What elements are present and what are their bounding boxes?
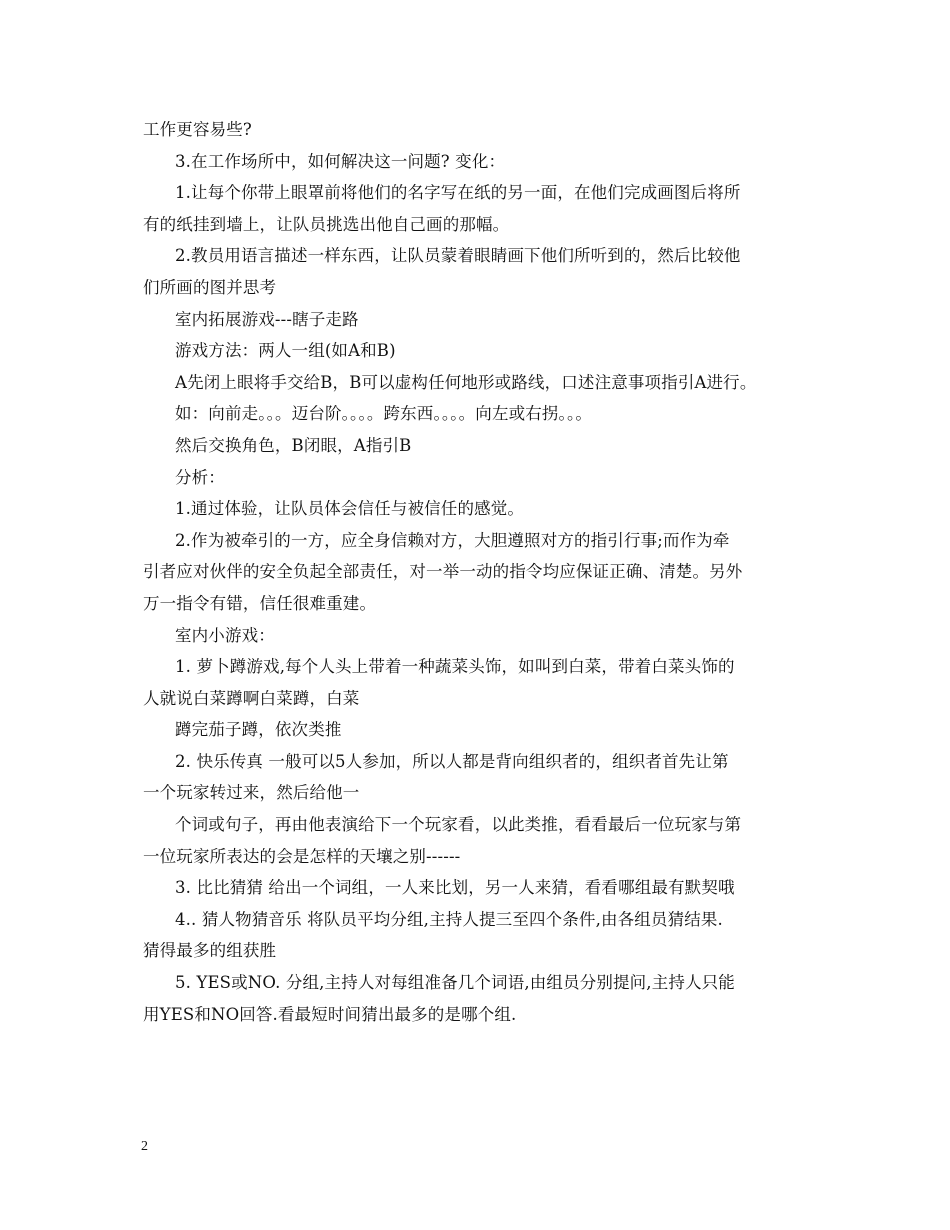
text-line: 们所画的图并思考 <box>143 277 277 297</box>
text-line: 3.在工作场所中，如何解决这一问题? 变化： <box>175 151 506 171</box>
page-number: 2 <box>141 1139 148 1154</box>
text-line: 室内拓展游戏---瞎子走路 <box>175 309 359 329</box>
text-line: 猜得最多的组获胜 <box>143 941 277 961</box>
text-line: 个词或句子，再由他表演给下一个玩家看，以此类推，看看最后一位玩家与第 <box>175 815 742 835</box>
text-line: 一个玩家转过来，然后给他一 <box>143 783 360 803</box>
text-line: 有的纸挂到墙上，让队员挑选出他自己画的那幅。 <box>143 214 510 234</box>
text-line: 一位玩家所表达的会是怎样的天壤之别------ <box>143 846 461 866</box>
text-line: 工作更容易些? <box>143 120 252 139</box>
text-line: 然后交换角色，B闭眼，A指引B <box>175 435 412 455</box>
text-line: 2. 快乐传真 一般可以5人参加，所以人都是背向组织者的，组织者首先让第 <box>175 751 729 771</box>
text-line: 人就说白菜蹲啊白菜蹲，白菜 <box>143 688 360 708</box>
text-line: 如：向前走。。。迈台阶。。。。跨东西。。。。向左或右拐。。。 <box>175 404 592 424</box>
text-line: 1.让每个你带上眼罩前将他们的名字写在纸的另一面，在他们完成画图后将所 <box>175 183 741 203</box>
text-line: 万一指令有错，信任很难重建。 <box>143 593 377 613</box>
text-line: A先闭上眼将手交给B，B可以虚构任何地形或路线，口述注意事项指引A进行。 <box>175 372 757 392</box>
text-line: 室内小游戏： <box>175 625 275 645</box>
text-line: 分析： <box>175 467 225 487</box>
text-line: 1. 萝卜蹲游戏,每个人头上带着一种蔬菜头饰，如叫到白菜，带着白菜头饰的 <box>175 657 735 677</box>
text-line: 蹲完茄子蹲，依次类推 <box>175 720 342 740</box>
text-line: 游戏方法：两人一组(如A和B) <box>175 341 396 361</box>
text-line: 2.作为被牵引的一方，应全身信赖对方，大胆遵照对方的指引行事;而作为牵 <box>175 530 730 550</box>
text-line: 用YES和NO回答.看最短时间猜出最多的是哪个组. <box>143 1004 517 1024</box>
text-line: 1.通过体验，让队员体会信任与被信任的感觉。 <box>175 499 525 519</box>
text-line: 2.教员用语言描述一样东西，让队员蒙着眼睛画下他们所听到的，然后比较他 <box>175 246 741 266</box>
text-line: 4.. 猜人物猜音乐 将队员平均分组,主持人提三至四个条件,由各组员猜结果. <box>175 909 723 929</box>
text-line: 3. 比比猜猜 给出一个词组，一人来比划，另一人来猜，看看哪组最有默契哦 <box>175 878 735 898</box>
text-line: 5. YES或NO. 分组,主持人对每组准备几个词语,由组员分别提问,主持人只能 <box>175 973 735 993</box>
text-line: 引者应对伙伴的安全负起全部责任，对一举一动的指令均应保证正确、清楚。另外 <box>143 562 743 582</box>
document-body <box>143 114 815 1030</box>
